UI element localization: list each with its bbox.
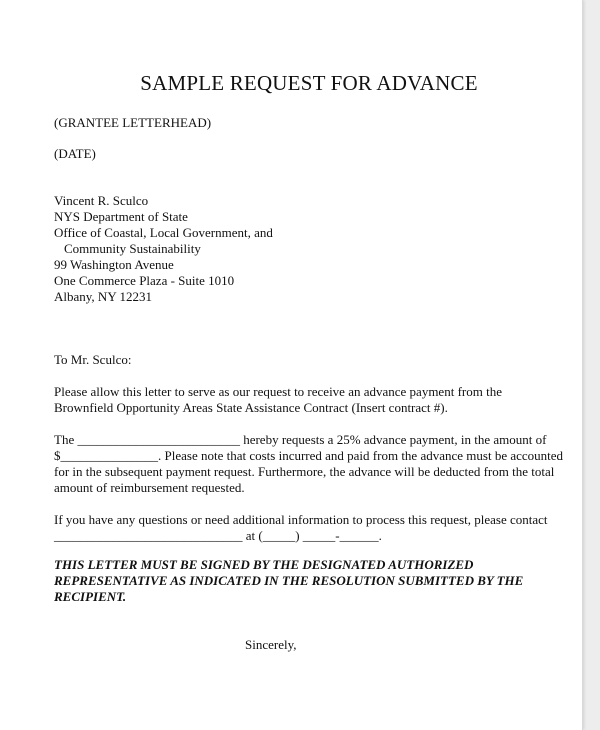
notice-line: THIS LETTER MUST BE SIGNED BY THE DESIGNATED AUTHORIZED	[54, 557, 474, 572]
notice-line: RECIPIENT.	[54, 589, 127, 604]
recipient-city: Albany, NY 12231	[54, 289, 152, 304]
notice-line: REPRESENTATIVE AS INDICATED IN THE RESOLUTION SUBMITTED BY THE	[54, 573, 524, 588]
document-title: SAMPLE REQUEST FOR ADVANCE	[140, 71, 478, 95]
paragraph-line: The _________________________ hereby requests a 25% advance payment, in the amount of	[54, 432, 547, 447]
letterhead-placeholder: (GRANTEE LETTERHEAD)	[54, 115, 212, 130]
recipient-office-line1: Office of Coastal, Local Government, and	[54, 225, 273, 240]
recipient-organization: NYS Department of State	[54, 209, 188, 224]
recipient-street: 99 Washington Avenue	[54, 257, 174, 272]
salutation: To Mr. Sculco:	[54, 352, 132, 367]
recipient-office-line2: Community Sustainability	[64, 241, 201, 256]
paragraph-line: Brownfield Opportunity Areas State Assistance Contract (Insert contract #).	[54, 400, 448, 415]
date-placeholder: (DATE)	[54, 146, 96, 161]
paragraph-line: If you have any questions or need additional information to process this request, please contact	[54, 512, 548, 527]
paragraph-line: amount of reimbursement requested.	[54, 480, 245, 495]
recipient-suite: One Commerce Plaza - Suite 1010	[54, 273, 235, 288]
recipient-name: Vincent R. Sculco	[54, 193, 149, 208]
closing: Sincerely,	[245, 637, 297, 652]
paragraph-line: $_______________. Please note that costs incurred and paid from the advance must be accounted	[54, 448, 564, 463]
paragraph-line: Please allow this letter to serve as our request to receive an advance payment from the	[54, 384, 502, 399]
paragraph-line: for in the subsequent payment request. Furthermore, the advance will be deducted from the total	[54, 464, 555, 479]
paragraph-line: _____________________________ at (_____) _____-______.	[54, 528, 382, 543]
